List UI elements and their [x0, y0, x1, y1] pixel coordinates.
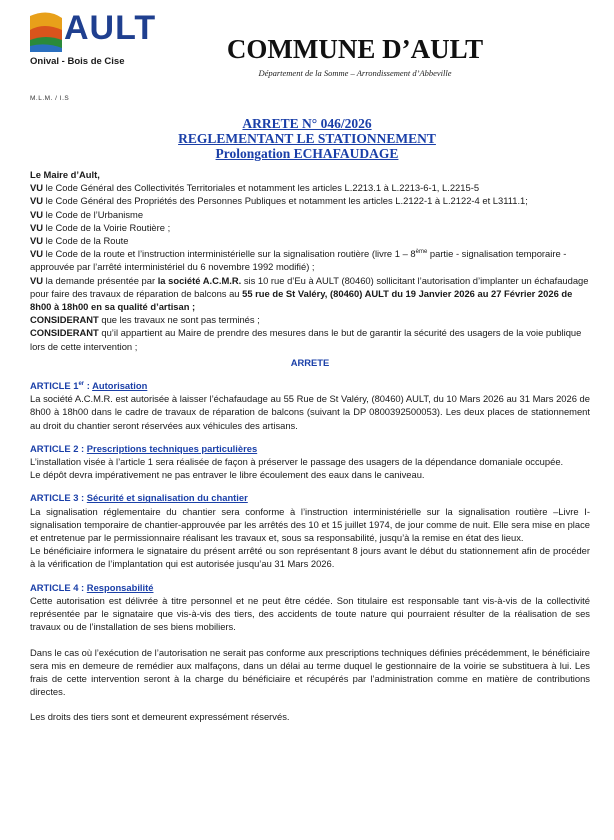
article-label: ARTICLE 2 — [30, 442, 79, 454]
article-paragraph: Cette autorisation est délivrée à titre personnel et ne peut être cédée. Son titulaire est responsable tant vis-à-vis de la collectivité représentée par le signataire que vis-à-vis des tiers, des accidents de toute nature qui pourraient résulter de la réalisation de ses travaux ou de l’installation de ses biens mobiliers. — [30, 594, 590, 633]
document-body — [30, 168, 590, 724]
vu-line: VU le Code Général des Propriétés des Personnes Publiques et notamment les articles L.2122-1 à L.2122-4 et L3111.1; — [30, 195, 528, 207]
article-paragraph: La société A.C.M.R. est autorisée à laisser l’échafaudage au 55 Rue de St Valéry, (80460) AULT, du 10 Mars 2026 au 31 Mars 2026 de 8h00 à 18h00 dans le cadre de travaux de réparation de balcons (suivant la DP 0800392500053). Les deux places de stationnement au droit du chantier seront réservées aux véhicules des artisans. — [30, 393, 590, 431]
article-paragraph: La signalisation réglementaire du chantier sera conforme à l’instruction interministérielle sur la signalisation routière –Livre I- signalisation temporaire de chantier-approuvée par les arrêtés des 10 et 15 juillet 1974, de jour comme de nuit. Elle sera mise en place et entretenue par le permissionnaire réalisant les travaux et, sous sa responsabilité, jusqu’à la remise en état des lieux. — [30, 505, 590, 544]
commune-logo — [28, 8, 157, 80]
article-paragraph: Dans le cas où l’exécution de l’autorisation ne serait pas conforme aux prescriptions techniques définies précédemment, le bénéficiaire sera mis en demeure de remédier aux malfaçons, dans un délai au terme duquel le gestionnaire de la voirie se substituera à lui. Les frais de cette intervention seront à la charge du bénéficiaire et récupérés par l’administration comme en matière de contributions directes. — [30, 646, 590, 698]
maire-line: Le Maire d’Ault, — [30, 169, 100, 180]
arrete-title-block — [0, 116, 614, 161]
paragraph-gap — [30, 698, 590, 710]
arrete-subject: REGLEMENTANT LE STATIONNEMENT — [178, 131, 436, 146]
article-paragraph: Les droits des tiers sont et demeurent expressément réservés. — [30, 711, 290, 723]
reference-initials: M.L.M. / I.S — [30, 95, 70, 102]
article-label: ARTICLE 4 — [30, 581, 79, 593]
vu-line: VU le Code de la route et l’instruction interministérielle sur la signalisation routière (livre 1 – 8ème partie - signalisation temporaire - approuvée par l’arrêté interministériel du 6 novembre 1992 modifié) ; — [30, 248, 567, 273]
vu-line: VU le Code de la Route — [30, 235, 129, 247]
article-paragraph: Le dépôt devra impérativement ne pas entraver le libre écoulement des eaux dans le caniveau. — [30, 469, 425, 481]
vu-line: VU le Code de l’Urbanisme — [30, 208, 144, 220]
article-title: Sécurité et signalisation du chantier — [86, 492, 248, 504]
commune-title: COMMUNE D’AULT — [226, 34, 484, 64]
article-paragraph: L’installation visée à l’article 1 sera réalisée de façon à préserver le passage des usagers de la dépendance domaniale occupée. — [30, 456, 564, 468]
article-label: ARTICLE 3 — [30, 492, 79, 504]
articles-list — [30, 379, 590, 723]
article-heading: ARTICLE 1er : Autorisation — [30, 380, 148, 392]
article-heading: ARTICLE 3 : Sécurité et signalisation du chantier — [30, 492, 248, 504]
article-title: Prescriptions techniques particulières — [86, 442, 258, 454]
article-heading: ARTICLE 4 : Responsabilité — [30, 581, 154, 593]
considerant-line: CONSIDERANT que les travaux ne sont pas terminés ; — [30, 314, 260, 326]
article-paragraph: Le bénéficiaire informera le signataire du présent arrêté ou son représentant 8 jours avant le début du stationnement afin de procéder à la vérification de l’implantation qui est autorisée jusqu’au 31 Mars 2026. — [30, 545, 590, 570]
article-title: Responsabilité — [86, 581, 154, 593]
article-title: Autorisation — [92, 380, 148, 392]
considerant-line: CONSIDERANT qu’il appartient au Maire de prendre des mesures dans le but de garantir la sécurité des usagers de la voie publique lors de cette intervention ; — [30, 327, 582, 352]
arrete-number: ARRETE N° 046/2026 — [242, 116, 372, 131]
article-label-sup: er — [78, 380, 85, 387]
article-label: ARTICLE 1 — [30, 380, 79, 392]
arrete-heading: ARRETE — [290, 356, 330, 368]
department-line: Département de la Somme – Arrondissement d’Abbeville — [258, 68, 452, 78]
paragraph-gap — [30, 634, 590, 646]
article-heading: ARTICLE 2 : Prescriptions techniques particulières — [30, 442, 258, 454]
vu-line: VU le Code Général des Collectivités Territoriales et notamment les articles L.2213.1 à L.2213-6-1, L.2215-5 — [30, 182, 480, 194]
logo-name: AULT — [64, 9, 157, 47]
logo-subtitle: Onival - Bois de Cise — [30, 56, 125, 67]
vu-line: VU le Code de la Voirie Routière ; — [30, 221, 171, 233]
vu-line: VU la demande présentée par la société A.C.M.R. sis 10 rue d’Eu à AULT (80460) sollicitant l’autorisation d’implanter un échafaudage pour faire des travaux de réparation de balcons au 55 rue de St Valéry, (80460) AULT du 19 Janvier 2026 au 27 Février 2026 de 8h00 à 18h00 en sa qualité d’artisan ; — [30, 274, 589, 313]
arrete-subtitle: Prolongation ECHAFAUDAGE — [215, 146, 399, 161]
